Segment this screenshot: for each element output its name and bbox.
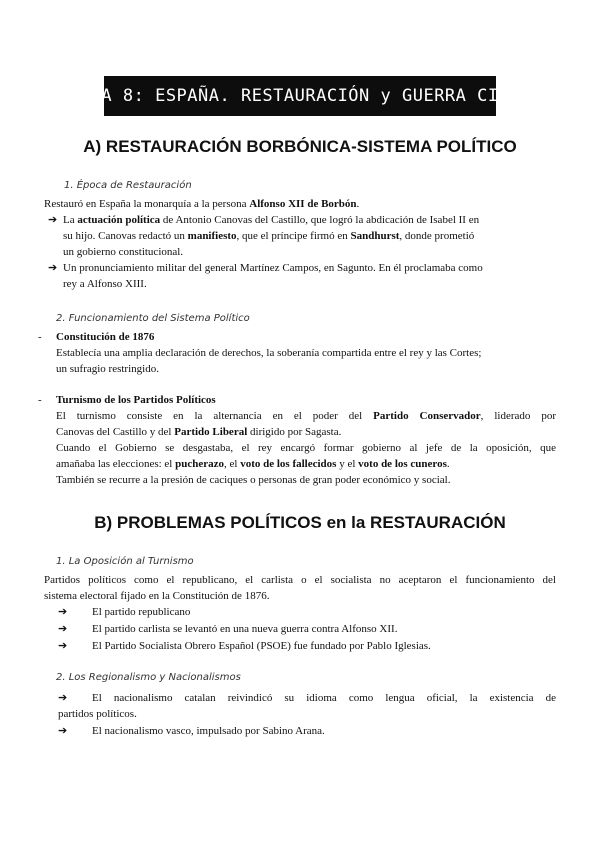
intro-paragraph: Restauró en España la monarquía a la persona Alfonso XII de Borbón. — [44, 198, 360, 210]
bullet-2-line-1: Un pronunciamiento militar del general Martínez Campos, en Sagunto. En él proclamaba como — [63, 262, 483, 274]
regionalismo-bullet-1-line-2: partidos políticos. — [58, 708, 137, 720]
bullet-1-line-2: su hijo. Canovas redactó un manifiesto, que el príncipe firmó en Sandhurst, donde prometió — [63, 230, 475, 242]
bullet-1-line-3: un gobierno constitucional. — [63, 246, 184, 258]
constitucion-line-1: Establecía una amplia declaración de derechos, la soberanía compartida entre el rey y las Cortes; — [56, 347, 482, 359]
turnismo-line-5: También se recurre a la presión de caciques o personas de gran poder económico y social. — [56, 474, 451, 486]
dash-icon: - — [38, 394, 42, 406]
turnismo-line-1: El turnismo consiste en la alternancia en el poder del Partido Conservador, liderado por — [56, 410, 557, 422]
subheading-epoca: 1. Época de Restauración — [64, 180, 192, 191]
oposicion-line-2: sistema electoral fijado en la Constitución de 1876. — [44, 590, 270, 602]
arrow-icon: ➔ — [48, 214, 58, 226]
arrow-icon: ➔ — [58, 606, 68, 618]
regionalismo-bullet-2: El nacionalismo vasco, impulsado por Sabino Arana. — [92, 725, 325, 737]
arrow-icon: ➔ — [58, 692, 68, 704]
arrow-icon: ➔ — [58, 623, 68, 635]
page-title: TEMA 8: ESPAÑA. RESTAURACIÓN y GUERRA CIVIL — [69, 86, 531, 106]
subheading-regionalismo: 2. Los Regionalismo y Nacionalismos — [56, 672, 241, 683]
turnismo-line-3: Cuando el Gobierno se desgastaba, el rey encargó formar gobierno al jefe de la oposición, que — [56, 442, 556, 454]
regionalismo-bullet-1-line-1: El nacionalismo catalan reivindicó su idioma como lengua oficial, la existencia de — [92, 692, 556, 704]
turnismo-title: Turnismo de los Partidos Políticos — [56, 394, 216, 406]
oposicion-bullet-1: El partido republicano — [92, 606, 191, 618]
dash-icon: - — [38, 331, 42, 343]
arrow-icon: ➔ — [58, 640, 68, 652]
arrow-icon: ➔ — [48, 262, 58, 274]
oposicion-bullet-3: El Partido Socialista Obrero Español (PSOE) fue fundado por Pablo Iglesias. — [92, 640, 431, 652]
subheading-oposicion: 1. La Oposición al Turnismo — [56, 556, 194, 567]
section-b-heading: B) PROBLEMAS POLÍTICOS en la RESTAURACIÓN — [94, 513, 506, 532]
oposicion-line-1: Partidos políticos como el republicano, el carlista o el socialista no aceptaron el funcionamiento del — [44, 574, 556, 586]
subheading-funcionamiento: 2. Funcionamiento del Sistema Político — [56, 313, 250, 324]
bullet-2-line-2: rey a Alfonso XIII. — [63, 278, 147, 290]
constitucion-title: Constitución de 1876 — [56, 331, 155, 343]
turnismo-line-4: amañaba las elecciones: el pucherazo, el voto de los fallecidos y el voto de los cuneros. — [56, 458, 450, 470]
section-a-heading: A) RESTAURACIÓN BORBÓNICA-SISTEMA POLÍTICO — [83, 137, 517, 156]
constitucion-line-2: un sufragio restringido. — [56, 363, 159, 375]
turnismo-line-2: Canovas del Castillo y del Partido Liberal dirigido por Sagasta. — [56, 426, 342, 438]
bullet-1-line-1: La actuación política de Antonio Canovas del Castillo, que logró la abdicación de Isabel II en — [63, 214, 480, 226]
oposicion-bullet-2: El partido carlista se levantó en una nueva guerra contra Alfonso XII. — [92, 623, 398, 635]
arrow-icon: ➔ — [58, 725, 68, 737]
page-title-banner — [69, 76, 531, 116]
